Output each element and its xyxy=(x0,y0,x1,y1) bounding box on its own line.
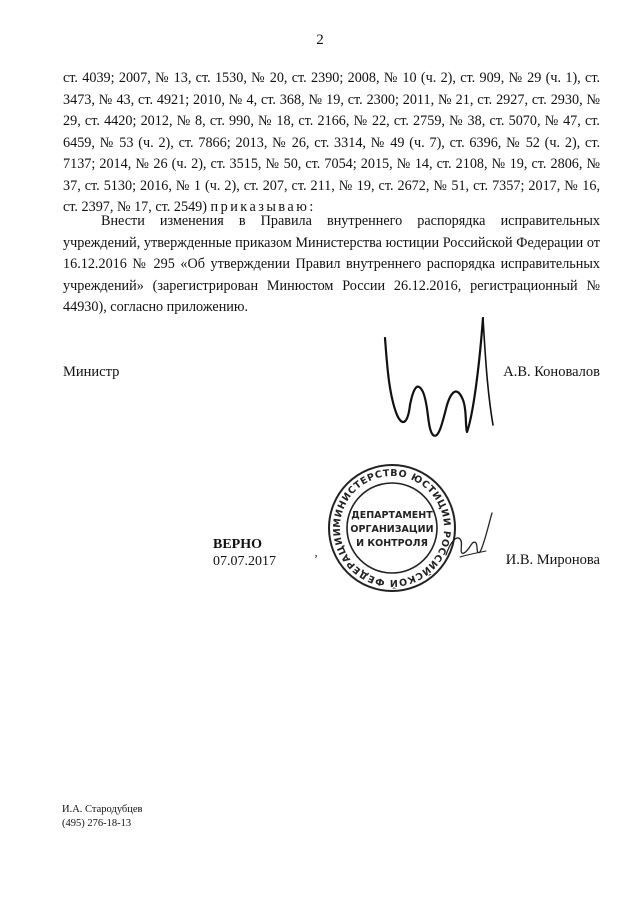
reference-line: ст. 5070, № 47, ст. 6459, № 53 (ч. 2), ст. 7866; 2013, № 26, ст. 3314, № 49 (ч. 7), xyxy=(63,113,600,151)
tick-mark: ʼ xyxy=(314,552,318,566)
minister-label: Министр xyxy=(63,364,120,380)
stamp-ring-text: МИНИСТЕРСТВО ЮСТИЦИИ РОССИЙСКОЙ ФЕДЕРАЦИИ xyxy=(331,467,453,589)
minister-signature xyxy=(375,310,505,460)
reference-line-last: ст. 2672, № 51, ст. 7357; 2017, № 16, ст. 2397, № 17, ст. 2549) xyxy=(63,177,601,215)
reference-line: ст. 4039; 2007, № 13, ст. 1530, № 20, ст. 2390; 2008, № 10 (ч. 2), ст. 909, № 29 (ч. 1), xyxy=(63,70,581,86)
stamp-line: И КОНТРОЛЯ xyxy=(356,538,428,549)
certifier-signature xyxy=(440,505,496,565)
reference-line: ст. 2930, № 29, ст. 4420; 2012, № 8, ст. 990, № 18, ст. 2166, № 22, ст. 2759, № 38, xyxy=(63,91,601,129)
certifier-name: И.В. Миронова xyxy=(505,552,600,568)
minister-name: А.В. Коновалов xyxy=(503,364,600,380)
executor-phone: (495) 276-18-13 xyxy=(62,818,132,829)
order-word: приказываю: xyxy=(210,199,316,215)
stamp-line: ДЕПАРТАМЕНТ xyxy=(351,510,433,521)
executor-name: И.А. Стародубцев xyxy=(62,804,143,815)
verno-title: ВЕРНО xyxy=(213,537,263,552)
reference-line: ст. 3473, № 43, ст. 4921; 2010, № 4, ст. 368, № 19, ст. 2300; 2011, № 21, ст. 2927, xyxy=(63,70,601,108)
certification-block xyxy=(213,536,276,570)
verno-date: 07.07.2017 xyxy=(213,554,276,569)
legal-references-paragraph xyxy=(63,68,600,219)
stamp-line: ОРГАНИЗАЦИИ xyxy=(350,524,434,535)
page-number: 2 xyxy=(316,32,324,48)
order-text-paragraph: Внести изменения в Правила внутреннего распорядка исправительных учреждений, утвержденные приказом Министерства юстиции Российской Федерации от 16.12.2016 № 295 «Об утверждении Правил внутреннего распорядка исправительных учреждений» (зарегистрирован Минюстом России 26.12.2016, регистрационный № 44930), согласно приложению. xyxy=(63,213,600,315)
executor-info xyxy=(62,803,143,831)
reference-line: ст. 6396, № 52 (ч. 2), ст. 7137; 2014, № 26 (ч. 2), ст. 3515, № 50, ст. 7054; 2015, № 14, xyxy=(63,134,600,172)
department-stamp xyxy=(326,462,458,594)
reference-line: ст. 2108, № 19, ст. 2806, № 37, ст. 5130; 2016, № 1 (ч. 2), ст. 207, ст. 211, № 19, xyxy=(63,156,601,194)
